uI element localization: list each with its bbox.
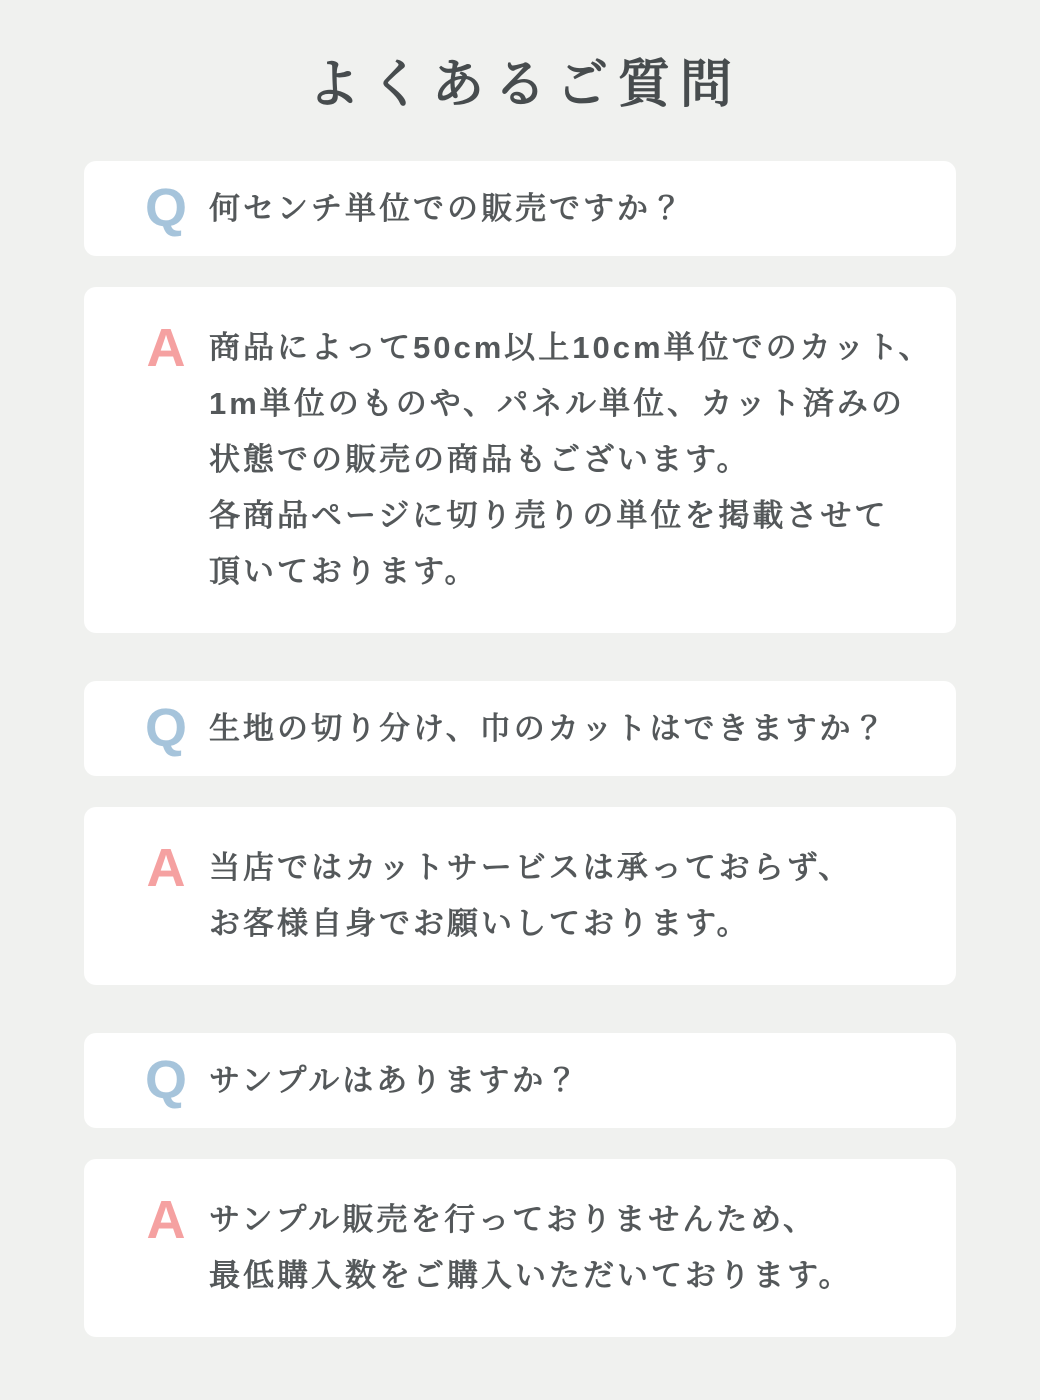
answer-line: サンプル販売を行っておりませんため、 <box>209 1201 817 1237</box>
question-card-2 <box>84 681 956 776</box>
answer-line: 頂いております。 <box>209 553 479 589</box>
question-card-1 <box>84 161 956 256</box>
answer-card-2 <box>84 807 956 985</box>
question-text: 何センチ単位での販売ですか？ <box>209 190 685 226</box>
answer-text <box>209 840 852 952</box>
answer-card-1 <box>84 287 956 633</box>
faq-list <box>84 161 956 1337</box>
answer-line: 状態での販売の商品もございます。 <box>209 441 751 477</box>
q-letter: Q <box>144 178 187 239</box>
q-letter: Q <box>144 1050 187 1111</box>
a-letter: A <box>146 1189 186 1250</box>
answer-line: 各商品ページに切り売りの単位を掲載させて <box>209 497 889 533</box>
answer-line: 1m単位のものや、パネル単位、カット済みの <box>209 385 905 421</box>
question-card-3 <box>84 1033 956 1128</box>
answer-card-3 <box>84 1159 956 1337</box>
answer-line: お客様自身でお願いしております。 <box>209 905 751 941</box>
question-text: サンプルはありますか？ <box>209 1062 581 1098</box>
q-letter: Q <box>144 698 187 759</box>
answer-line: 当店ではカットサービスは承っておらず、 <box>209 849 853 885</box>
answer-text <box>209 320 932 600</box>
question-text: 生地の切り分け、巾のカットはできますか？ <box>209 710 888 746</box>
page-title: よくあるご質問 <box>307 56 742 114</box>
a-letter: A <box>146 317 186 378</box>
answer-line: 商品によって50cm以上10cm単位でのカット、 <box>209 329 933 365</box>
answer-text <box>209 1192 853 1304</box>
a-letter: A <box>146 837 186 898</box>
answer-line: 最低購入数をご購入いただいております。 <box>209 1257 853 1293</box>
